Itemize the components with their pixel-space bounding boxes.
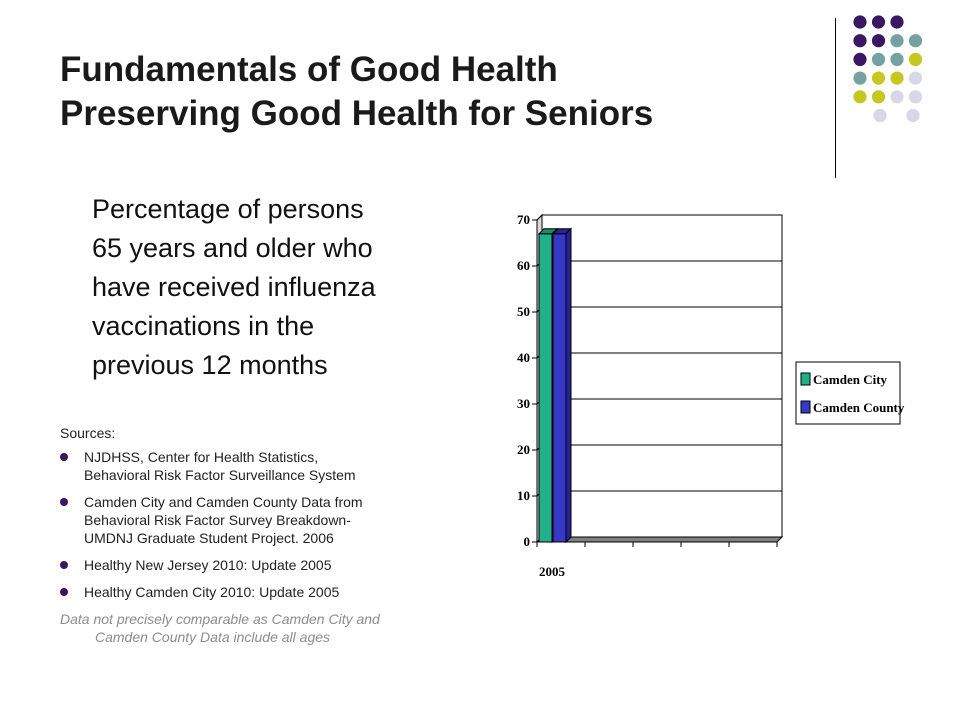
decorative-dot [906,109,919,122]
source-item [60,493,460,547]
bullet-icon [60,453,68,461]
source-line: UMDNJ Graduate Student Project. 2006 [84,530,334,546]
y-tick-label: 50 [517,304,530,319]
decorative-dot [872,53,885,66]
decorative-dot [909,53,922,66]
decorative-dot [853,34,866,47]
decorative-dot [872,34,885,47]
decorative-dot [853,15,866,28]
sources-section [60,424,460,646]
description-line: vaccinations in the [92,311,315,341]
source-item [60,583,460,601]
decorative-dot [853,72,866,85]
decorative-dot [872,15,885,28]
source-line: Behavioral Risk Factor Survey Breakdown- [84,512,351,528]
title-line-1: Fundamentals of Good Health [60,50,558,89]
decorative-dot [873,109,886,122]
source-line: Healthy Camden City 2010: Update 2005 [84,584,340,600]
decorative-dot [853,90,866,103]
description-line: Percentage of persons [92,194,364,224]
decorative-dot [853,53,866,66]
bullet-icon [60,498,68,506]
legend-label: Camden City [813,372,888,387]
decorative-dot [890,90,903,103]
bar-camden-county [553,234,566,542]
bullet-icon [60,588,68,596]
decorative-dot-grid [840,10,960,160]
source-item [60,448,460,484]
source-line: NJDHSS, Center for Health Statistics, [84,449,319,465]
y-tick-label: 40 [517,350,530,365]
y-tick-label: 60 [517,258,530,273]
sources-list [60,448,460,601]
y-tick-label: 30 [517,396,530,411]
legend-swatch [801,373,810,385]
description-line: previous 12 months [92,350,328,380]
y-tick-label: 10 [517,488,530,503]
decorative-dot [890,72,903,85]
source-line: Healthy New Jersey 2010: Update 2005 [84,557,332,573]
y-tick-label: 20 [517,442,530,457]
bullet-icon [60,561,68,569]
decorative-dot [909,34,922,47]
decorative-dot [890,53,903,66]
chart-floor [537,537,782,542]
legend-label: Camden County [813,400,905,415]
chart-description [92,190,472,385]
source-line: Behavioral Risk Factor Surveillance System [84,467,356,483]
decorative-dot [872,72,885,85]
source-item [60,556,460,574]
y-tick-label: 70 [517,212,530,227]
note-line-2: Camden County Data include all ages [95,629,331,645]
y-tick-label: 0 [523,534,530,549]
title-line-2: Preserving Good Health for Seniors [60,94,654,133]
x-category-label: 2005 [539,564,565,579]
influenza-vaccination-chart [480,195,930,595]
decorative-dot [909,90,922,103]
bar-side [566,229,571,542]
legend-swatch [801,401,810,413]
decorative-dot [890,15,903,28]
comparability-note [60,610,460,646]
slide-title [60,48,820,136]
description-line: 65 years and older who [92,233,373,263]
decorative-dot [872,90,885,103]
chart-plot-area [542,215,782,537]
description-line: have received influenza [92,272,376,302]
decorative-vertical-line [835,18,836,178]
bar-camden-city [539,234,552,542]
decorative-dot [909,72,922,85]
note-line-1: Data not precisely comparable as Camden City and [60,611,380,627]
decorative-dot [890,34,903,47]
sources-header: Sources: [60,425,116,441]
source-line: Camden City and Camden County Data from [84,494,363,510]
